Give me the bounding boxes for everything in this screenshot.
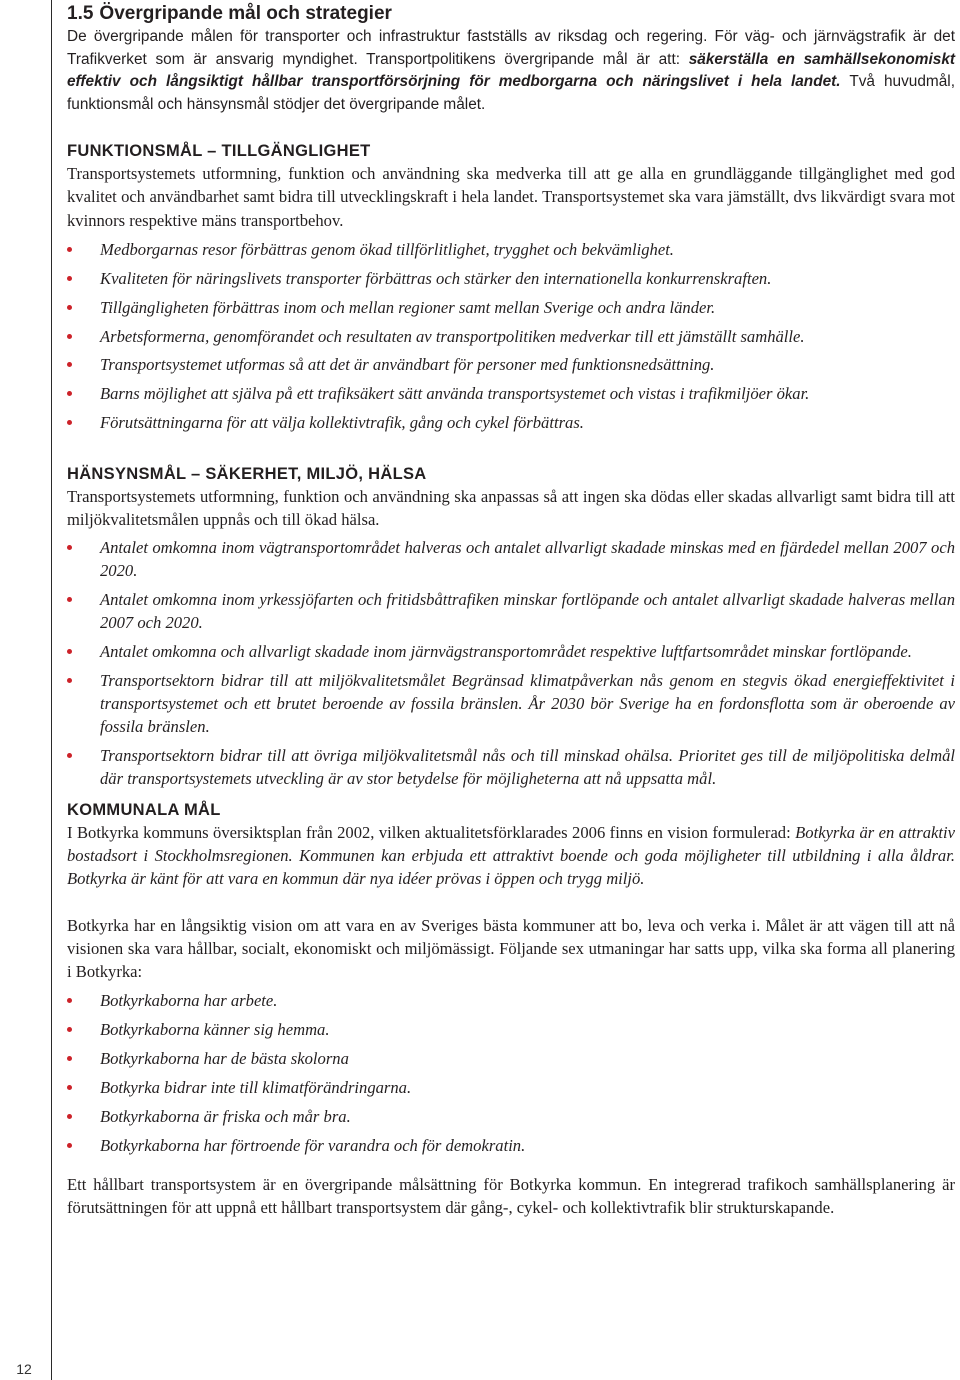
list-item: Botkyrkaborna har de bästa skolorna	[67, 1047, 955, 1070]
utmaningar-list	[67, 989, 955, 1157]
list-item: Botkyrka bidrar inte till klimatförändringarna.	[67, 1076, 955, 1099]
kommunala-text: Botkyrka har en långsiktig vision om att vara en av Sveriges bästa kommuner att bo, leva och verka i. Målet är att vägen till att nå visionen ska vara hållbar, socialt, ekonomiskt och miljömässigt. Följande sex utmaningar har satts upp, vilka ska forma all planering i Botkyrka:	[67, 915, 955, 982]
funktionsmal-list	[67, 238, 955, 435]
kommunala-vision	[67, 821, 955, 891]
hansynsmal-heading: HÄNSYNSMÅL – SÄKERHET, MILJÖ, HÄLSA	[67, 464, 427, 483]
vision-quote: Botkyrka är en attraktiv bostadsort i Stockholmsregionen. Kommunen kan erbjuda ett attraktivt boende och goda möjligheter till utbildning i alla åldrar. Botkyrka är känt för att vara en kommun där nya idéer prövas i öppen och trygg miljö.	[67, 822, 955, 889]
funktionsmal-heading: FUNKTIONSMÅL – TILLGÄNGLIGHET	[67, 142, 371, 160]
hansynsmal-list	[67, 536, 955, 791]
list-item: Botkyrkaborna känner sig hemma.	[67, 1018, 955, 1041]
kommunala-heading: KOMMUNALA MÅL	[67, 800, 221, 819]
list-item: Kvaliteten för näringslivets transporter förbättras och stärker den internationella konkurrenskraften.	[67, 267, 955, 290]
list-item: Botkyrkaborna har arbete.	[67, 989, 955, 1012]
section-title: Övergripande mål och strategier	[99, 3, 392, 24]
vision-intro: I Botkyrka kommuns översiktsplan från 2002, vilken aktualitetsförklarades 2006 finns en vision formulerad:	[67, 822, 791, 842]
section-heading	[67, 2, 955, 26]
intro-goal: säkerställa en samhällsekonomiskt effektiv och långsiktigt hållbar transportförsörjning för medborgarna och näringslivet i hela landet.	[67, 50, 956, 90]
list-item: Antalet omkomna inom vägtransportområdet halveras och antalet allvarligt skadade minskas med en fjärdedel mellan 2007 och 2020.	[67, 536, 955, 583]
list-item: Arbetsformerna, genomförandet och resultaten av transportpolitiken medverkar till ett jämställt samhälle.	[67, 325, 955, 348]
margin-rule	[51, 0, 52, 1380]
list-item: Transportsystemet utformas så att det är användbart för personer med funktionsnedsättning.	[67, 353, 955, 376]
list-item: Förutsättningarna för att välja kollektivtrafik, gång och cykel förbättras.	[67, 411, 955, 434]
list-item: Botkyrkaborna har förtroende för varandra och för demokratin.	[67, 1134, 955, 1157]
list-item: Botkyrkaborna är friska och mår bra.	[67, 1105, 955, 1128]
list-item: Transportsektorn bidrar till att övriga miljökvalitetsmål nås och till minskad ohälsa. Prioritet ges till de miljöpolitiska delmål där transportsystemets utveckling är av stor betydelse för möjligheterna att nå uppsatta mål.	[67, 744, 955, 791]
hansynsmal-text: Transportsystemets utformning, funktion och användning ska anpassas så att ingen ska dödas eller skadas allvarligt samt bidra till att miljökvalitetsmålen uppnås och till ökad hälsa.	[67, 486, 955, 529]
section-number: 1.5	[67, 3, 94, 24]
page-content	[67, 0, 955, 1220]
intro-end: Två huvudmål, funktionsmål och hänsynsmål stödjer det övergripande målet.	[67, 73, 955, 113]
section-intro	[67, 26, 955, 116]
list-item: Antalet omkomna inom yrkessjöfarten och fritidsbåttrafiken minskar fortlöpande och antalet allvarligt skadade halveras mellan 2007 och 2020.	[67, 588, 955, 635]
page-number: 12	[16, 1361, 32, 1377]
list-item: Transportsektorn bidrar till att miljökvalitetsmålet Begränsad klimatpåverkan nås genom en stegvis ökad energieffektivitet i transportsystemet och ett brutet beroende av fossila bränslen. År 2030 bör Sverige ha en fordonsflotta som är oberoende av fossila bränslen.	[67, 669, 955, 739]
funktionsmal-text: Transportsystemets utformning, funktion och användning ska medverka till att ge alla en grundläggande tillgänglighet med god kvalitet och användbarhet samt bidra till utvecklingskraft i hela landet. Transportsystemet ska vara jämställt, dvs likvärdigt svara mot kvinnors respektive mäns transportbehov.	[67, 164, 955, 230]
list-item: Tillgängligheten förbättras inom och mellan regioner samt mellan Sverige och andra länder.	[67, 296, 955, 319]
intro-start: De övergripande målen för transporter och infrastruktur fastställs av riksdag och regering. För väg- och järnvägstrafik är det Trafikverket som är ansvarig myndighet. Transportpolitikens övergripande mål är att:	[67, 28, 955, 68]
list-item: Barns möjlighet att själva på ett trafiksäkert sätt använda transportsystemet och vistas i trafikmiljöer ökar.	[67, 382, 955, 405]
list-item: Antalet omkomna och allvarligt skadade inom järnvägstransportområdet respektive luftfartsområdet minskar fortlöpande.	[67, 640, 955, 663]
list-item: Medborgarnas resor förbättras genom ökad tillförlitlighet, trygghet och bekvämlighet.	[67, 238, 955, 261]
closing-paragraph: Ett hållbart transportsystem är en övergripande målsättning för Botkyrka kommun. En integrerad trafikoch samhällsplanering är förutsättningen för att uppnå ett hållbart transportsystem där gång-, cykel- och kollektivtrafik blir strukturskapande.	[67, 1175, 955, 1218]
